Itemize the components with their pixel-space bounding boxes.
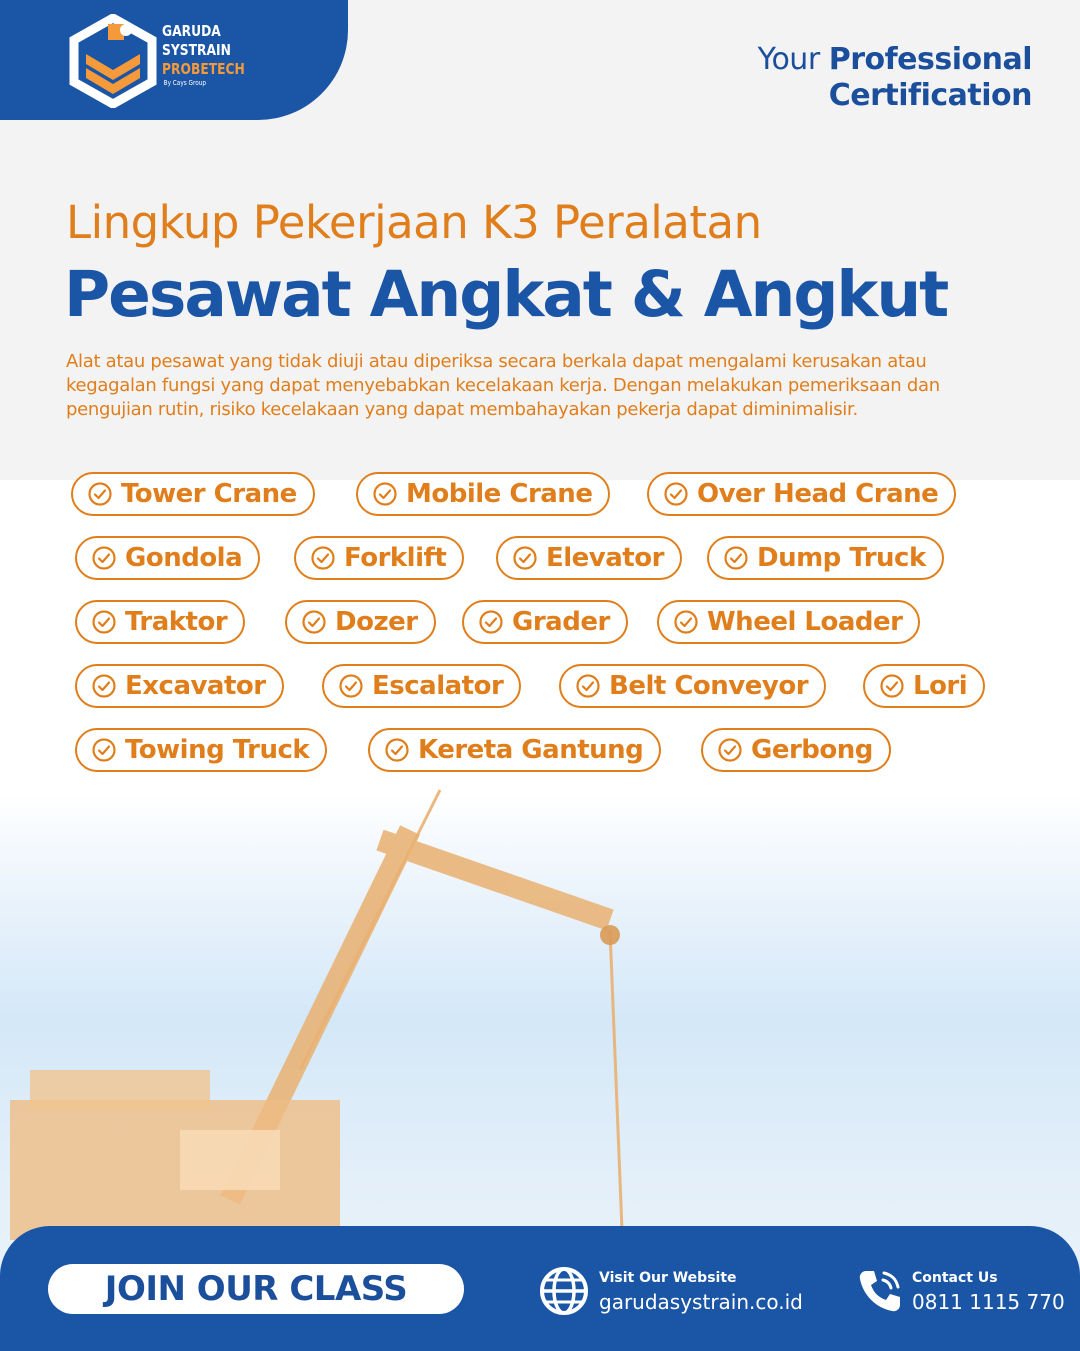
equipment-label: Traktor <box>125 607 228 637</box>
check-circle-icon <box>91 609 117 635</box>
tagline-bold-1: Professional <box>828 42 1032 77</box>
equipment-item <box>707 536 944 580</box>
equipment-item <box>559 664 826 708</box>
check-circle-icon <box>87 481 113 507</box>
equipment-label: Lori <box>913 671 968 701</box>
crane-photo <box>0 770 1080 1240</box>
check-circle-icon <box>663 481 689 507</box>
equipment-label: Gerbong <box>751 735 873 765</box>
page-subtitle: Lingkup Pekerjaan K3 Peralatan <box>66 196 762 249</box>
tagline <box>758 42 1032 114</box>
page-title: Pesawat Angkat & Angkut <box>64 258 948 331</box>
globe-icon <box>538 1265 590 1317</box>
garuda-logo-icon <box>68 14 158 108</box>
check-circle-icon <box>673 609 699 635</box>
equipment-item <box>356 472 610 516</box>
check-circle-icon <box>879 673 905 699</box>
equipment-item <box>496 536 682 580</box>
equipment-label: Dozer <box>335 607 418 637</box>
check-circle-icon <box>91 673 117 699</box>
equipment-label: Forklift <box>344 543 447 573</box>
contact-label: Contact Us <box>912 1270 998 1286</box>
website-link[interactable]: garudasystrain.co.id <box>599 1290 803 1314</box>
check-circle-icon <box>478 609 504 635</box>
join-class-button[interactable]: JOIN OUR CLASS <box>48 1264 464 1314</box>
phone-icon <box>856 1267 904 1315</box>
equipment-label: Excavator <box>125 671 266 701</box>
equipment-label: Elevator <box>546 543 664 573</box>
brand-line-4: By Cays Group <box>163 79 207 87</box>
equipment-item <box>75 664 284 708</box>
equipment-label: Gondola <box>125 543 243 573</box>
equipment-label: Dump Truck <box>757 543 926 573</box>
equipment-label: Over Head Crane <box>697 479 939 509</box>
equipment-label: Wheel Loader <box>707 607 903 637</box>
tagline-bold-2: Certification <box>828 78 1032 113</box>
check-circle-icon <box>301 609 327 635</box>
brand-line-1: GARUDA <box>162 22 221 40</box>
equipment-item <box>322 664 521 708</box>
equipment-label: Escalator <box>372 671 504 701</box>
brand-line-2: SYSTRAIN <box>162 41 231 59</box>
tagline-prefix: Your <box>757 42 820 77</box>
logo-banner <box>0 0 348 120</box>
equipment-label: Kereta Gantung <box>418 735 644 765</box>
check-circle-icon <box>372 481 398 507</box>
equipment-item <box>75 600 245 644</box>
equipment-item <box>368 728 661 772</box>
equipment-label: Belt Conveyor <box>609 671 809 701</box>
check-circle-icon <box>384 737 410 763</box>
website-label: Visit Our Website <box>599 1270 737 1286</box>
check-circle-icon <box>338 673 364 699</box>
equipment-label: Mobile Crane <box>406 479 593 509</box>
equipment-item <box>75 728 327 772</box>
brand-name <box>162 22 245 88</box>
check-circle-icon <box>310 545 336 571</box>
contact-phone[interactable]: 0811 1115 770 <box>912 1290 1065 1314</box>
equipment-item <box>701 728 891 772</box>
equipment-label: Grader <box>512 607 610 637</box>
check-circle-icon <box>91 545 117 571</box>
equipment-label: Towing Truck <box>125 735 310 765</box>
equipment-label: Tower Crane <box>121 479 297 509</box>
equipment-item <box>657 600 920 644</box>
description: Alat atau pesawat yang tidak diuji atau diperiksa secara berkala dapat mengalami kerusakan atau kegagalan fungsi yang dapat menyebabkan kecelakaan kerja. Dengan melakukan pemeriksaan dan pengujian rutin, risiko kecelakaan yang dapat membahayakan pekerja dapat diminimalisir. <box>66 351 940 420</box>
check-circle-icon <box>717 737 743 763</box>
equipment-item <box>294 536 464 580</box>
equipment-item <box>462 600 628 644</box>
equipment-item <box>285 600 436 644</box>
check-circle-icon <box>723 545 749 571</box>
equipment-item <box>71 472 315 516</box>
equipment-item <box>647 472 956 516</box>
equipment-item <box>863 664 985 708</box>
check-circle-icon <box>91 737 117 763</box>
footer-bar <box>0 1226 1080 1351</box>
check-circle-icon <box>512 545 538 571</box>
check-circle-icon <box>575 673 601 699</box>
equipment-item <box>75 536 260 580</box>
brand-line-3: PROBETECH <box>162 60 245 78</box>
